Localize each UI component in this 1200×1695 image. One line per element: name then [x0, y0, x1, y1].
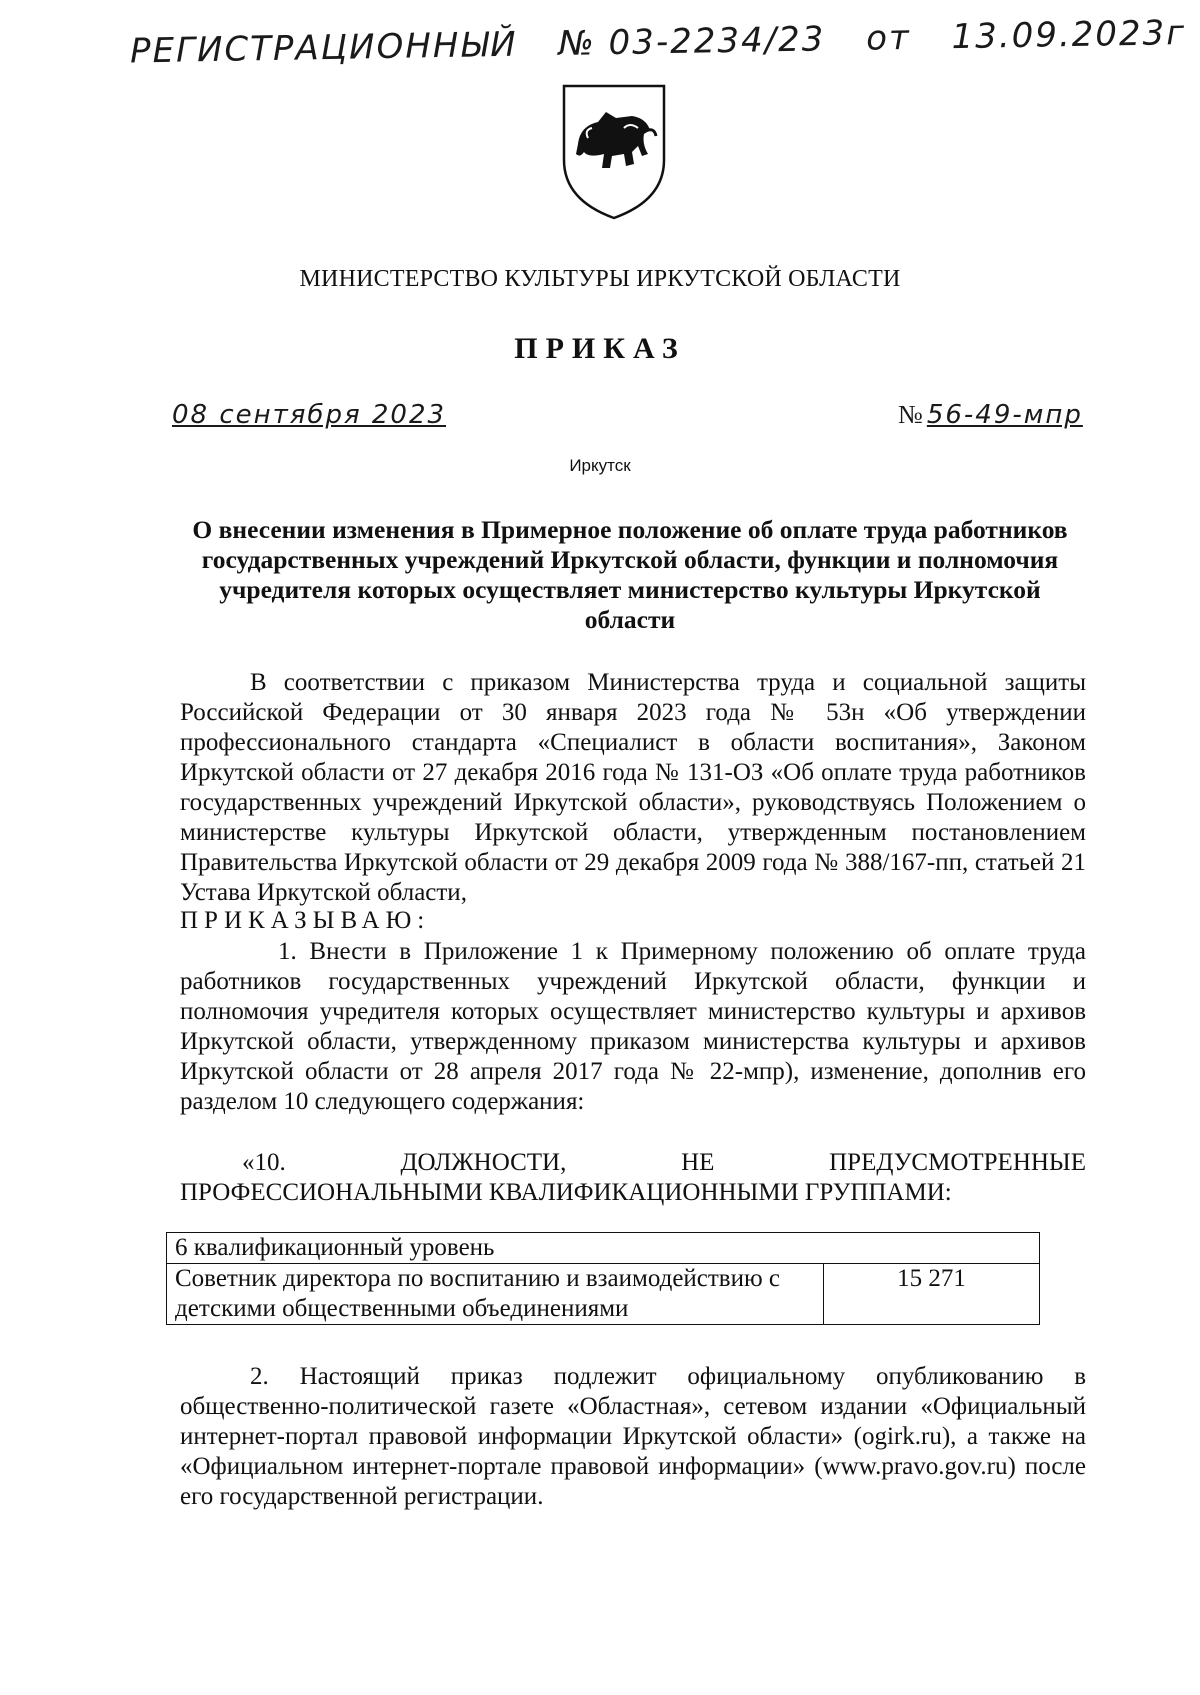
ministry-name: МИНИСТЕРСТВО КУЛЬТУРЫ ИРКУТСКОЙ ОБЛАСТИ: [299, 266, 901, 292]
registration-label: РЕГИСТРАЦИОННЫЙ: [129, 24, 518, 72]
section-heading-line2: ПРОФЕССИОНАЛЬНЫМИ КВАЛИФИКАЦИОННЫМИ ГРУППАМИ:: [180, 1179, 952, 1206]
number-sign: №: [898, 400, 923, 429]
section-word-1: ДОЛЖНОСТИ,: [400, 1149, 567, 1176]
section-heading-line1: [180, 1148, 1086, 1178]
table-row: [167, 1264, 1040, 1325]
coat-of-arms-icon: [558, 82, 670, 222]
registration-date: 13.09.2023г: [951, 13, 1187, 58]
table-row: [167, 1233, 1040, 1264]
order-number-field: [898, 400, 1083, 430]
salary-table: [166, 1232, 1040, 1325]
city-name: Иркутск: [569, 456, 631, 475]
order-subject: О внесении изменения в Примерное положение об оплате труда работников государственных учреждений Иркутской области, функции и полномочия учредителя которых осуществляет министерство культуры Иркутской области: [192, 515, 1068, 634]
registration-number: № 03-2234/23: [558, 19, 826, 64]
order-number: 56-49-мпр: [926, 400, 1083, 430]
registration-stamp: [130, 13, 1200, 72]
document-type: ПРИКАЗ: [514, 332, 686, 365]
order-date: 08 сентября 2023: [172, 400, 447, 430]
order-item-2: 2. Настоящий приказ подлежит официальному опубликованию в общественно-политической газете «Областная», сетевом издании «Официальный интернет-портал правовой информации Иркутской области» (ogirk.ru), а также на «Официальном интернет-портале правовой информации» (www.pravo.gov.ru) после его государственной регистрации.: [180, 1363, 1086, 1510]
preamble-paragraph: В соответствии с приказом Министерства труда и социальной защиты Российской Федерации от 30 января 2023 года № 53н «Об утверждении профессионального стандарта «Специалист в области воспитания», Законом Иркутской области от 27 декабря 2016 года № 131-ОЗ «Об оплате труда работников государственных учреждений Иркутской области», руководствуясь Положением о министерстве культуры Иркутской области, утвержденным постановлением Правительства Иркутской области от 29 декабря 2009 года № 388/167-пп, статьей 21 Устава Иркутской области,: [180, 669, 1086, 906]
position-cell: Советник директора по воспитанию и взаимодействию с детскими общественными объединениями: [167, 1264, 824, 1325]
section-number: «10.: [242, 1149, 286, 1176]
section-word-3: ПРЕДУСМОТРЕННЫЕ: [829, 1149, 1086, 1176]
salary-cell: 15 271: [824, 1264, 1040, 1325]
section-10-heading: [180, 1148, 1086, 1208]
registration-date-prefix: от: [865, 17, 912, 59]
order-word: ПРИКАЗЫВАЮ:: [180, 907, 431, 934]
order-item-1: 1. Внести в Приложение 1 к Примерному положению об оплате труда работников государственных учреждений Иркутской области, функции и полномочия учредителя которых осуществляет министерство культуры и архивов Иркутской области, утвержденному приказом министерства культуры и архивов Иркутской области от 28 апреля 2017 года № 22-мпр), изменение, дополнив его разделом 10 следующего содержания:: [180, 938, 1086, 1115]
qualification-level-cell: 6 квалификационный уровень: [167, 1233, 1040, 1264]
section-word-2: НЕ: [681, 1149, 715, 1176]
